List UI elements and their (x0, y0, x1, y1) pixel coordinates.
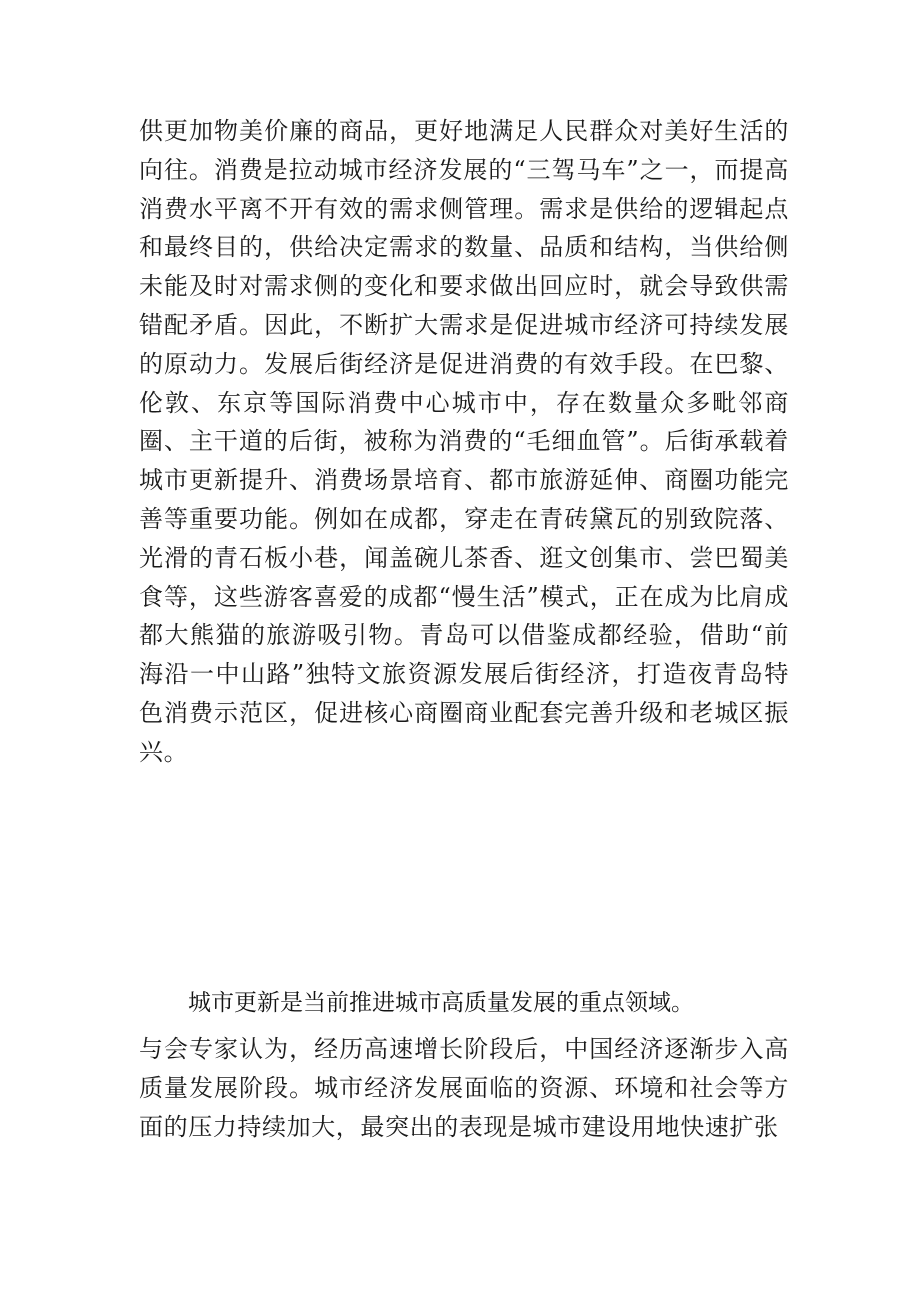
body-paragraph-1: 供更加物美价廉的商品，更好地满足人民群众对美好生活的向往。消费是拉动城市经济发展的“三驾马车”之一，而提高消费水平离不开有效的需求侧管理。需求是供给的逻辑起点和最终目的，供给决定需求的数量、品质和结构，当供给侧未能及时对需求侧的变化和要求做出回应时，就会导致供需错配矛盾。因此，不断扩大需求是促进城市经济可持续发展的原动力。发展后街经济是促进消费的有效手段。在巴黎、伦敦、东京等国际消费中心城市中，存在数量众多毗邻商圈、主干道的后街，被称为消费的“毛细血管”。后街承载着城市更新提升、消费场景培育、都市旅游延伸、商圈功能完善等重要功能。例如在成都，穿走在青砖黛瓦的别致院落、光滑的青石板小巷，闻盖碗儿茶香、逛文创集市、尝巴蜀美食等，这些游客喜爱的成都“慢生活”模式，正在成为比肩成都大熊猫的旅游吸引物。青岛可以借鉴成都经验，借助“前海沿一中山路”独特文旅资源发展后街经济，打造夜青岛特色消费示范区，促进核心商圈商业配套完善升级和老城区振兴。 (139, 117, 789, 766)
section-heading: 城市更新是当前推进城市高质量发展的重点领域。 (188, 990, 694, 1016)
body-paragraph-2: 与会专家认为，经历高速增长阶段后，中国经济逐渐步入高质量发展阶段。城市经济发展面临的资源、环境和社会等方面的压力持续加大，最突出的表现是城市建设用地快速扩张 (139, 1035, 789, 1141)
